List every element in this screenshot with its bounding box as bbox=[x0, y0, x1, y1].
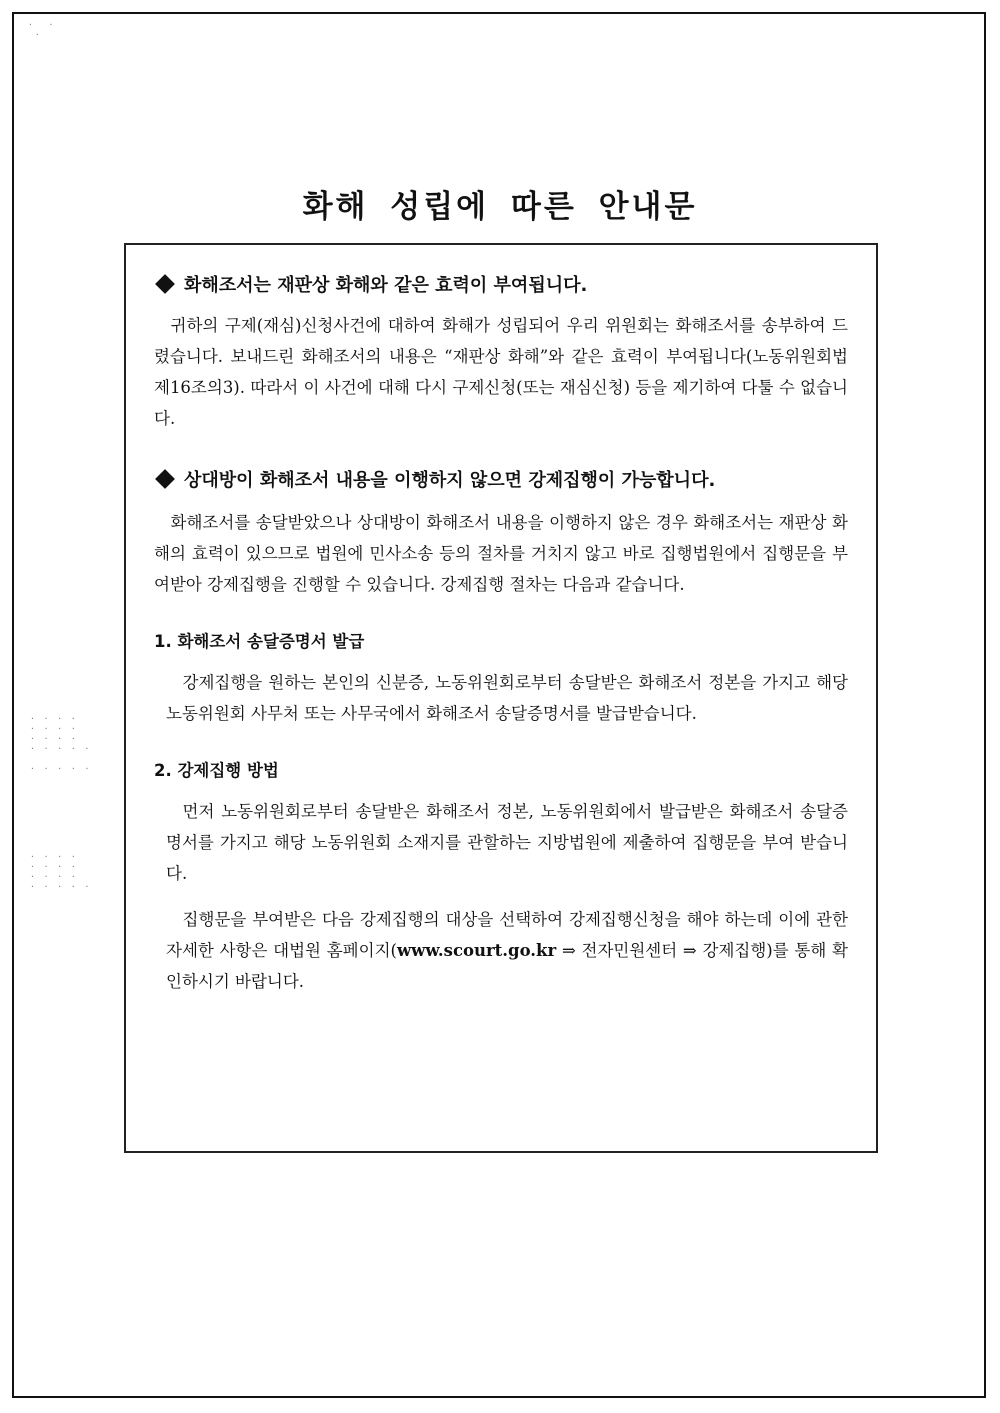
section-enforcement bbox=[154, 466, 848, 997]
section-settlement-effect bbox=[154, 271, 848, 434]
subsection-paragraph: 강제집행을 원하는 본인의 신분증, 노동위원회로부터 송달받은 화해조서 정본을 가지고 해당 노동위원회 사무처 또는 사무국에서 화해조서 송달증명서를 발급받습니다. bbox=[166, 673, 848, 723]
section-heading-settlement-effect bbox=[154, 271, 848, 297]
subsection-heading: 2. 강제집행 방법 bbox=[154, 761, 279, 780]
subsection-heading: 1. 화해조서 송달증명서 발급 bbox=[154, 632, 365, 651]
section-heading-enforcement bbox=[154, 466, 848, 492]
subsection-enforcement-method bbox=[154, 757, 848, 997]
hole-punch-marks-lower: · · · · · · · · · · · · · · · · · bbox=[30, 852, 92, 891]
document-title: 화해 성립에 따른 안내문 bbox=[302, 188, 698, 225]
diamond-bullet-icon bbox=[155, 274, 175, 294]
paragraph-text: 집행문을 부여받은 다음 강제집행의 대상을 선택하여 강제집행신청을 해야 하는데 이에 관한 자세한 사항은 대법원 홈페이지( bbox=[166, 910, 848, 960]
diamond-bullet-icon bbox=[155, 469, 175, 489]
subsection-paragraph: 먼저 노동위원회로부터 송달받은 화해조서 정본, 노동위원회에서 발급받은 화해조서 송달증명서를 가지고 해당 노동위원회 소재지를 관할하는 지방법원에 제출하여 집행문을 부여 받습니다. bbox=[166, 802, 848, 883]
supreme-court-url: www.scourt.go.kr bbox=[396, 941, 557, 960]
subsection-body bbox=[154, 667, 848, 729]
hole-punch-marks-upper: · · · · · · · · · · · · · · · · · · · · · · bbox=[30, 714, 92, 773]
notice-box bbox=[124, 243, 878, 1153]
subsection-body bbox=[154, 796, 848, 997]
section-paragraph: 귀하의 구제(재심)신청사건에 대하여 화해가 성립되어 우리 위원회는 화해조서를 송부하여 드렸습니다. 보내드린 화해조서의 내용은 “재판상 화해”와 같은 효력이 부여됩니다(노동위원회법 제16조의3). 따라서 이 사건에 대해 다시 구제신청(또는 재심신청) 등을 제기하여 다툴 수 없습니다. bbox=[154, 316, 848, 428]
subsection-paragraph-with-link bbox=[166, 904, 848, 997]
section-heading-text: 화해조서는 재판상 화해와 같은 효력이 부여됩니다. bbox=[184, 275, 588, 296]
paragraph-text: ⇒ 전자민원센터 ⇒ 강제집행)를 통해 확인하시기 바랍니다. bbox=[166, 941, 848, 991]
scan-speckles: · · · bbox=[28, 20, 56, 39]
subsection-certificate bbox=[154, 628, 848, 729]
section-paragraph: 화해조서를 송달받았으나 상대방이 화해조서 내용을 이행하지 않은 경우 화해조서는 재판상 화해의 효력이 있으므로 법원에 민사소송 등의 절차를 거치지 않고 바로 집행법원에서 집행문을 부여받아 강제집행을 진행할 수 있습니다. 강제집행 절차는 다음과 같습니다. bbox=[154, 513, 848, 594]
section-heading-text: 상대방이 화해조서 내용을 이행하지 않으면 강제집행이 가능합니다. bbox=[184, 470, 716, 491]
